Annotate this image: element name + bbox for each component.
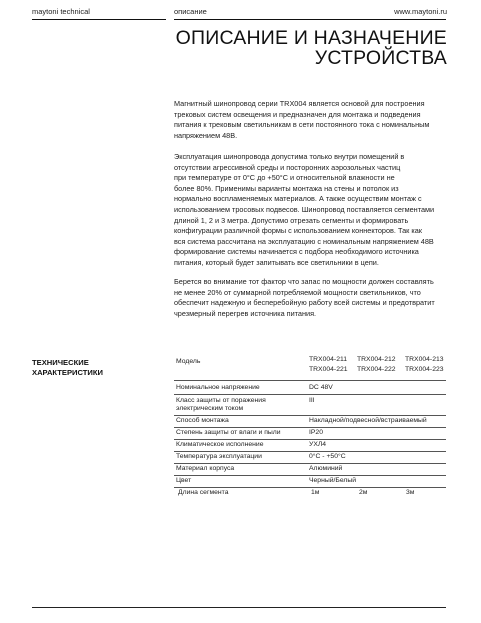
spec-value: III [309, 397, 315, 404]
model-label: Модель [176, 358, 201, 365]
page-title-line-2: УСТРОЙСТВА [314, 47, 447, 69]
header-section: описание [174, 7, 207, 16]
spec-value: IP20 [309, 429, 323, 436]
text-line: обеспечит надежную и бесперебойную работу всей системы и предотвратит [174, 298, 435, 308]
row-divider [174, 451, 446, 452]
spec-value: Черный/Белый [309, 477, 357, 484]
spec-label: Температура эксплуатации [176, 453, 262, 460]
text-line: Берется во внимание тот фактор что запас по мощности должен составлять [174, 277, 434, 286]
model-code: TRX004-223 [405, 366, 444, 373]
spec-label: электрическим током [176, 405, 244, 412]
specs-title-line: ТЕХНИЧЕСКИЕ [32, 358, 89, 367]
footer-rule [32, 607, 446, 608]
row-divider [174, 427, 446, 428]
length-value: 3м [406, 489, 415, 496]
header-website[interactable]: www.maytoni.ru [394, 7, 447, 16]
model-code: TRX004-221 [309, 366, 348, 373]
text-line: Магнитный шинопровод серии TRX004 является основой для построения [174, 99, 425, 108]
model-code: TRX004-212 [357, 356, 396, 363]
text-line: вся система рассчитана на эксплуатацию с номинальным напряжением 48В [174, 236, 434, 246]
row-divider [174, 380, 446, 381]
text-line: напряжением 48В. [174, 130, 238, 140]
spec-label: Материал корпуса [176, 465, 235, 472]
spec-label: Климатическое исполнение [176, 441, 264, 448]
text-line: трековых систем освещения и предназначен для монтажа и подведения [174, 109, 421, 119]
description-paragraph-3 [174, 277, 446, 319]
spec-value: Накладной/подвесной/встраиваемый [309, 417, 427, 424]
header-rule-right [174, 19, 446, 20]
specs-title-line: ХАРАКТЕРИСТИКИ [32, 368, 103, 377]
model-code: TRX004-222 [357, 366, 396, 373]
text-line: использованием тросовых подвесов. Шинопровод поставляется сегментами [174, 204, 435, 214]
row-divider [174, 439, 446, 440]
row-divider [174, 394, 446, 395]
text-line: нормально воспламеняемых материалов. А также осуществим монтаж с [174, 194, 422, 204]
spec-value: Алюминий [309, 465, 343, 472]
text-line: более 80%. Применимы варианты монтажа на стены и потолок из [174, 183, 399, 193]
text-line: чрезмерный перегрев источника питания. [174, 308, 317, 318]
text-line: отсутствии агрессивной среды и посторонних аэрозольных частиц [174, 162, 401, 172]
model-code: TRX004-211 [309, 356, 348, 363]
spec-label: Цвет [176, 477, 192, 484]
text-line: питания, который будет запитывать все светильники в цепи. [174, 257, 379, 267]
text-line: при температуре от 0°С до +50°С и относительной влажности не [174, 173, 395, 183]
spec-value: 0°С - +50°С [309, 453, 346, 460]
spec-label: Класс защиты от поражения [176, 397, 266, 404]
row-divider [174, 463, 446, 464]
text-line: длиной 1, 2 и 3 метра. Допустимо отрезать сегменты и формировать [174, 215, 409, 225]
header-rule-left [32, 19, 166, 20]
length-value: 1м [311, 489, 320, 496]
page-title-line-1: ОПИСАНИЕ И НАЗНАЧЕНИЕ [175, 27, 447, 49]
specs-section-title [32, 358, 103, 378]
model-code: TRX004-213 [405, 356, 444, 363]
text-line: не менее 20% от суммарной потребляемой мощности светильников, что [174, 287, 421, 297]
row-divider [174, 475, 446, 476]
page-title [176, 28, 447, 68]
spec-label: Способ монтажа [176, 417, 229, 424]
spec-label: Номинальное напряжение [176, 384, 260, 391]
text-line: конфигурации различной формы с использованием коннекторов. Так как [174, 226, 422, 236]
spec-label: Степень защиты от влаги и пыли [176, 429, 281, 436]
spec-value: DC 48V [309, 384, 333, 391]
text-line: Эксплуатация шинопровода допустима только внутри помещений в [174, 152, 405, 161]
description-paragraph-2 [174, 152, 446, 269]
row-divider [174, 415, 446, 416]
row-divider [174, 487, 446, 488]
header-brand: maytoni technical [32, 7, 90, 16]
length-value: 2м [359, 489, 368, 496]
text-line: формирование системы начинается с подбора необходимого источника [174, 247, 419, 257]
spec-value: УХЛ4 [309, 441, 327, 448]
length-label: Длина сегмента [178, 489, 229, 496]
text-line: питания к трековым светильникам в сети постоянного тока с номинальным [174, 120, 430, 130]
description-paragraph-1 [174, 99, 446, 141]
